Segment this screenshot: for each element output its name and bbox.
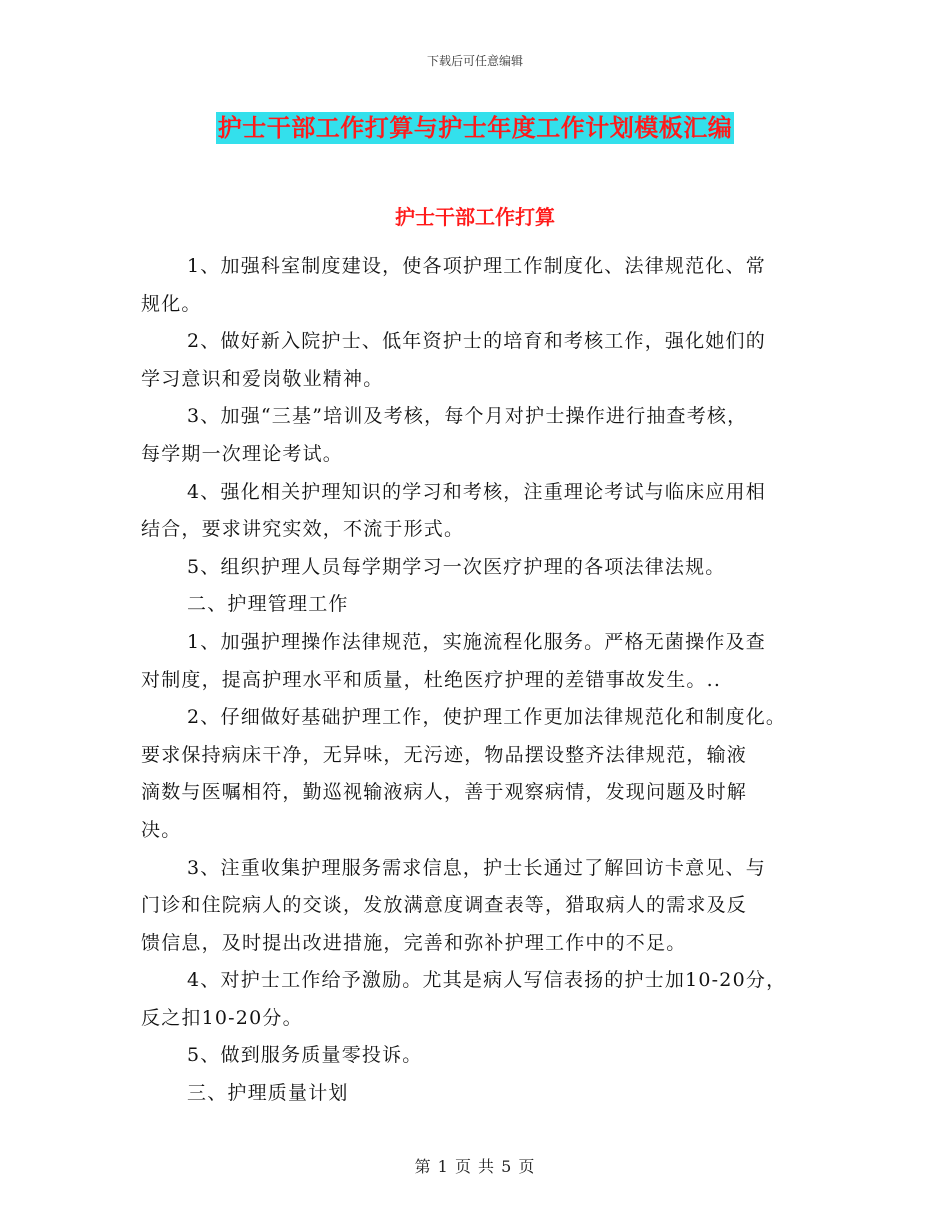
text-line: 3、加强“三基”培训及考核，每个月对护士操作进行抽查考核， (187, 405, 748, 428)
text-line: 2、做好新入院护士、低年资护士的培育和考核工作，强化她们的 (187, 330, 766, 353)
text-line: 馈信息，及时提出改进措施，完善和弥补护理工作中的不足。 (141, 931, 687, 954)
text-line: 决。 (141, 818, 182, 841)
header-note: 下载后可任意编辑 (426, 54, 523, 68)
text-line: 1、加强科室制度建设，使各项护理工作制度化、法律规范化、常 (187, 255, 766, 277)
text-line: 5、组织护理人员每学期学习一次医疗护理的各项法律法规。 (187, 555, 726, 578)
text-line: 3、注重收集护理服务需求信息，护士长通过了解回访卡意见、与 (187, 856, 766, 879)
text-line: 4、对护士工作给予激励。尤其是病人写信表扬的护士加10-20分， (187, 969, 787, 992)
text-line: 5、做到服务质量零投诉。 (187, 1044, 423, 1067)
text-line: 对制度，提高护理水平和质量，杜绝医疗护理的差错事故发生。.. (141, 668, 722, 691)
text-line: 三、护理质量计划 (187, 1082, 349, 1105)
main-title-container (0, 112, 950, 144)
text-line: 4、强化相关护理知识的学习和考核，注重理论考试与临床应用相 (187, 480, 766, 503)
text-line: 要求保持病床干净，无异味，无污迹，物品摆设整齐法律规范，输液 (141, 743, 748, 766)
text-line: 每学期一次理论考试。 (141, 442, 344, 465)
page-number: 第 1 页 共 5 页 (414, 1157, 536, 1176)
text-line: 结合，要求讲究实效，不流于形式。 (141, 518, 465, 541)
text-line: 规化。 (141, 292, 202, 315)
text-line: 滴数与医嘱相符，勤巡视输液病人，善于观察病情，发现问题及时解 (141, 781, 748, 804)
text-line: 二、护理管理工作 (187, 593, 349, 616)
section-title: 护士干部工作打算 (395, 205, 555, 229)
text-line: 2、仔细做好基础护理工作，使护理工作更加法律规范化和制度化。 (187, 706, 787, 729)
document-title: 护士干部工作打算与护士年度工作计划模板汇编 (217, 114, 733, 142)
text-line: 1、加强护理操作法律规范，实施流程化服务。严格无菌操作及查 (187, 630, 766, 653)
text-line: 反之扣10-20分。 (141, 1006, 303, 1029)
document-body (141, 248, 821, 1113)
text-line: 学习意识和爱岗敬业精神。 (141, 367, 384, 390)
text-line: 门诊和住院病人的交谈，发放满意度调查表等，猎取病人的需求及反 (141, 894, 748, 917)
